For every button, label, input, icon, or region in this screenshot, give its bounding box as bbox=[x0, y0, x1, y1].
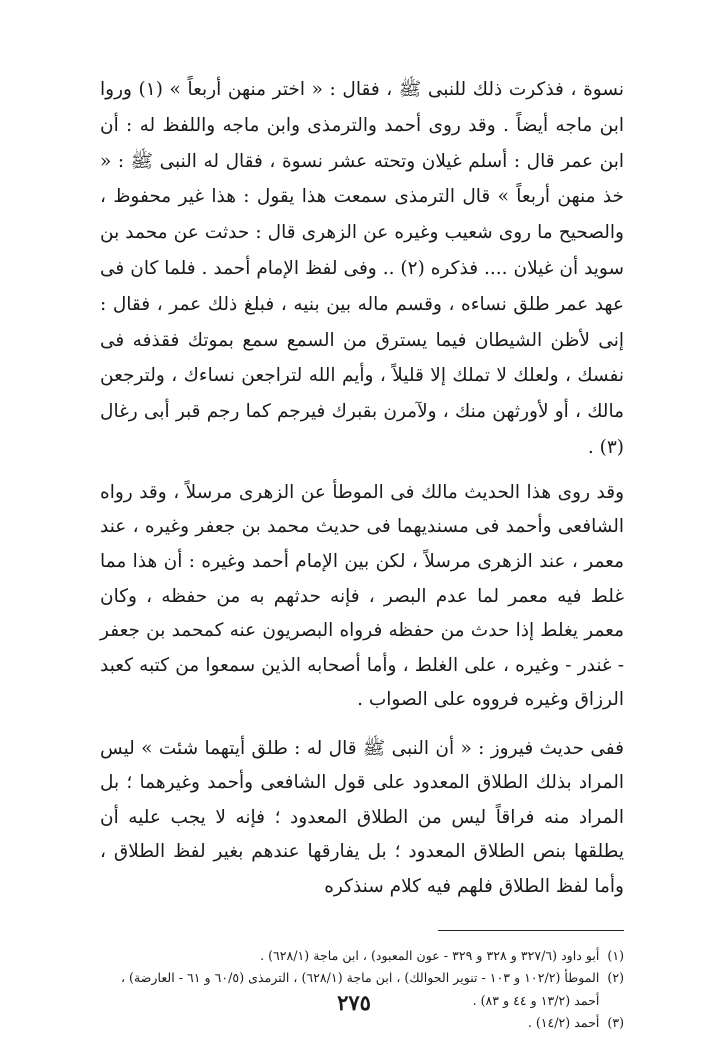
page-number: ٢٧٥ bbox=[337, 990, 371, 1015]
footnote-1 bbox=[100, 945, 624, 968]
footnote-number: (٣) bbox=[607, 1015, 624, 1031]
footnote-divider bbox=[438, 930, 624, 931]
footnote-text: أبو داود (٣٢٧/٦ و ٣٢٨ و ٣٢٩ - عون المعبود) ، ابن ماجة (٦٢٨/١) . bbox=[260, 947, 600, 963]
body-paragraph-3: ففى حديث فيروز : « أن النبى ﷺ قال له : طلق أيتهما شئت » ليس المراد بذلك الطلاق المعدود على قول الشافعى وأحمد وغيرهما ؛ بل المراد منه فراقاً ليس من الطلاق المعدود ؛ فإنه لا يجب عليه أن يطلقها بنص الطلاق المعدود ؛ بل يفارقها عندهم بغير لفظ الطلاق ، وأما لفظ الطلاق فلهم فيه كلام سنذكره bbox=[100, 737, 624, 897]
body-paragraph-1: نسوة ، فذكرت ذلك للنبى ﷺ ، فقال : « اختر منهن أربعاً » (١) وروا ابن ماجه أيضاً . وقد روى أحمد والترمذى وابن ماجه واللفظ له : أن ابن عمر قال : أسلم غيلان وتحته عشر نسوة ، فقال له النبى ﷺ : « خذ منهن أربعاً » قال الترمذى سمعت هذا يقول : هذا غير محفوظ ، والصحيح ما روى شعيب وغيره عن الزهرى قال : حدثت عن محمد بن سويد أن غيلان .... فذكره (٢) .. وفى لفظ الإمام أحمد . فلما كان فى عهد عمر طلق نساءه ، وقسم ماله بين بنيه ، فبلغ ذلك عمر ، فقال : إنى لأظن الشيطان فيما يسترق من السمع سمع بموتك فقذفه فى نفسك ، ولعلك لا تملك إلا قليلاً ، وأيم الله لتراجعن نساءك ، ولترجعن مالك ، أو لأورثهن منك ، ولآمرن بقبرك فيرجم كما رجم قبر أبى رغال (٣) . bbox=[100, 79, 624, 458]
footnote-number: (١) bbox=[607, 947, 624, 963]
footnote-number: (٢) bbox=[607, 970, 624, 986]
footnote-text: الموطأ (١٠٢/٢ و ١٠٣ - تنوير الحوالك) ، ابن ماجة (٦٢٨/١) ، الترمذى (٦٠/٥ و ٦١ - العارضة) ، أحمد (١٣/٢ و ٤٤ و ٨٣) . bbox=[120, 970, 600, 1008]
footnote-text: أحمد (١٤/٢) . bbox=[527, 1015, 600, 1031]
footnote-3 bbox=[100, 1012, 624, 1035]
body-paragraph-2: وقد روى هذا الحديث مالك فى الموطأ عن الزهرى مرسلاً ، وقد رواه الشافعى وأحمد فى مسنديهما فى حديث محمد بن جعفر وغيره ، عند معمر ، عند الزهرى مرسلاً ، لكن بين الإمام أحمد وغيره : أن هذا مما غلط فيه معمر لما عدم البصر ، فإنه حدثهم به من حفظه ، وكان معمر يغلط إذا حدث من حفظه فرواه البصريون عنه كمحمد بن جعفر - غندر - وغيره ، على الغلط ، وأما أصحابه الذين سمعوا من كتبه كعبد الرزاق وغيره فرووه على الصواب . bbox=[100, 481, 624, 711]
